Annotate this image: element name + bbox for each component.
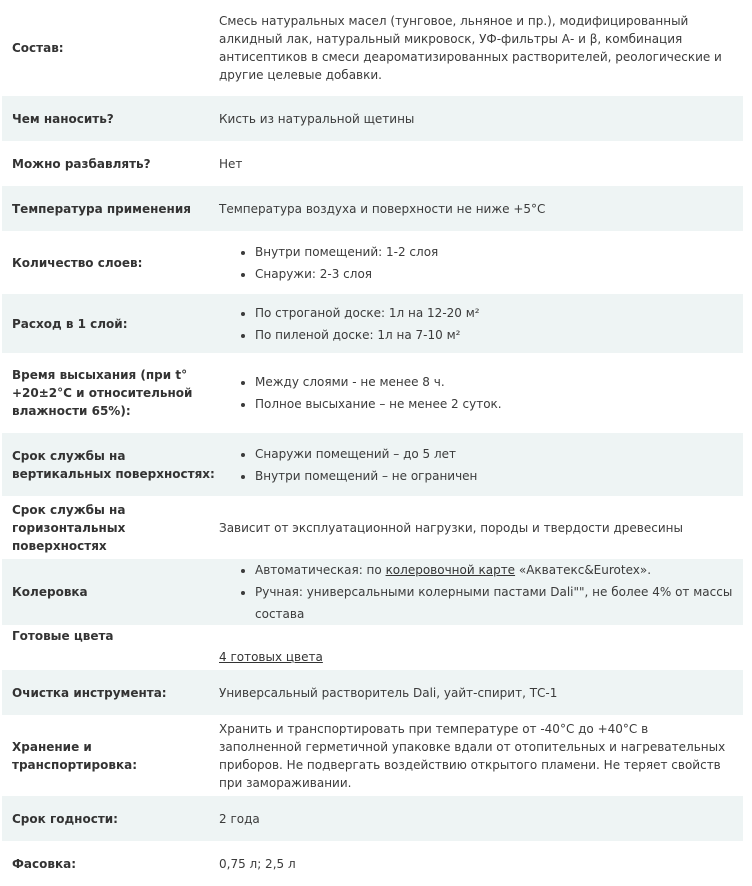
tinting-auto-suffix: «Акватекс&Eurotex». bbox=[515, 563, 652, 577]
spec-row-vertical-life bbox=[2, 433, 743, 496]
spec-value bbox=[219, 353, 743, 433]
ready-colors-link[interactable]: 4 готовых цвета bbox=[219, 650, 323, 664]
spec-key: Срок службы на вертикальных поверхностях: bbox=[2, 433, 219, 496]
spec-value: 0,75 л; 2,5 л bbox=[219, 856, 296, 871]
spec-list bbox=[219, 443, 733, 487]
list-item: • По строганой доске: 1л на 12-20 м² bbox=[255, 302, 733, 324]
spec-key: Очистка инструмента: bbox=[2, 670, 219, 715]
spec-row-storage bbox=[2, 715, 743, 796]
spec-row-packaging bbox=[2, 841, 743, 886]
spec-key: Можно разбавлять? bbox=[12, 156, 151, 171]
spec-value: Кисть из натуральной щетины bbox=[219, 96, 743, 141]
spec-row-temperature bbox=[2, 186, 743, 231]
spec-list bbox=[219, 302, 733, 346]
spec-value: Нет bbox=[219, 156, 243, 171]
spec-key: Температура применения bbox=[2, 186, 219, 231]
spec-row-horizontal-life bbox=[2, 496, 743, 559]
spec-key: Фасовка: bbox=[12, 856, 76, 871]
spec-key: Чем наносить? bbox=[2, 96, 219, 141]
spec-key: Количество слоев: bbox=[12, 255, 143, 270]
spec-row-ready-colors bbox=[2, 625, 743, 670]
spec-value bbox=[219, 231, 743, 294]
list-item: • По пиленой доске: 1л на 7-10 м² bbox=[255, 324, 733, 346]
list-item: • Между слоями - не менее 8 ч. bbox=[255, 371, 733, 393]
spec-value: Температура воздуха и поверхности не ниже +5°С bbox=[219, 186, 743, 231]
list-item: • Полное высыхание – не менее 2 суток. bbox=[255, 393, 733, 415]
spec-value: Смесь натуральных масел (тунговое, льняное и пр.), модифицированный алкидный лак, натуральный микровоск, УФ-фильтры А- и β, комбинация антисептиков в смеси деароматизированных растворителей, реологические и другие целевые добавки. bbox=[219, 14, 722, 82]
spec-list bbox=[219, 371, 733, 415]
spec-value: Зависит от эксплуатационной нагрузки, породы и твердости древесины bbox=[219, 520, 683, 535]
list-item: • Снаружи помещений – до 5 лет bbox=[255, 443, 733, 465]
spec-key: Хранение и транспортировка: bbox=[12, 739, 138, 772]
spec-row-composition bbox=[2, 0, 743, 96]
list-item bbox=[255, 559, 733, 581]
tinting-card-link[interactable]: колеровочной карте bbox=[385, 563, 516, 577]
list-item: • Внутри помещений: 1-2 слоя bbox=[255, 241, 733, 263]
spec-key: Колеровка bbox=[2, 559, 219, 625]
spec-row-consumption bbox=[2, 294, 743, 353]
spec-row-tinting bbox=[2, 559, 743, 625]
list-item: • Снаружи: 2-3 слоя bbox=[255, 263, 733, 285]
spec-key: Состав: bbox=[12, 41, 64, 55]
spec-row-drying bbox=[2, 353, 743, 433]
list-item: • Ручная: универсальными колерными пастами Dali"", не более 4% от массы состава bbox=[255, 581, 733, 625]
spec-row-dilution bbox=[2, 141, 743, 186]
spec-value bbox=[219, 625, 743, 670]
spec-list bbox=[219, 241, 733, 285]
spec-row-apply-tool bbox=[2, 96, 743, 141]
spec-value bbox=[219, 433, 743, 496]
spec-row-layers bbox=[2, 231, 743, 294]
spec-value bbox=[219, 294, 743, 353]
spec-value bbox=[219, 559, 743, 625]
spec-list bbox=[219, 559, 733, 625]
tinting-auto-prefix: Автоматическая: по bbox=[255, 563, 386, 577]
spec-value: 2 года bbox=[219, 796, 743, 841]
spec-value: Хранить и транспортировать при температуре от -40°С до +40°С в заполненной герметичной упаковке вдали от отопительных и нагревательных приборов. Не подвергать воздействию открытого пламени. Не теряет свойств при замораживании. bbox=[219, 721, 726, 790]
spec-value: Универсальный растворитель Dali, уайт-спирит, ТС-1 bbox=[219, 670, 743, 715]
spec-key: Срок годности: bbox=[2, 796, 219, 841]
spec-row-tool-cleaning bbox=[2, 670, 743, 715]
list-item: • Внутри помещений – не ограничен bbox=[255, 465, 733, 487]
spec-key: Время высыхания (при t° +20±2°С и относительной влажности 65%): bbox=[12, 368, 193, 418]
spec-key: Срок службы на горизонтальных поверхностях bbox=[12, 502, 126, 553]
specs-table bbox=[2, 0, 743, 886]
spec-key: Расход в 1 слой: bbox=[2, 294, 219, 353]
spec-key: Готовые цвета bbox=[12, 629, 114, 643]
spec-row-shelf-life bbox=[2, 796, 743, 841]
